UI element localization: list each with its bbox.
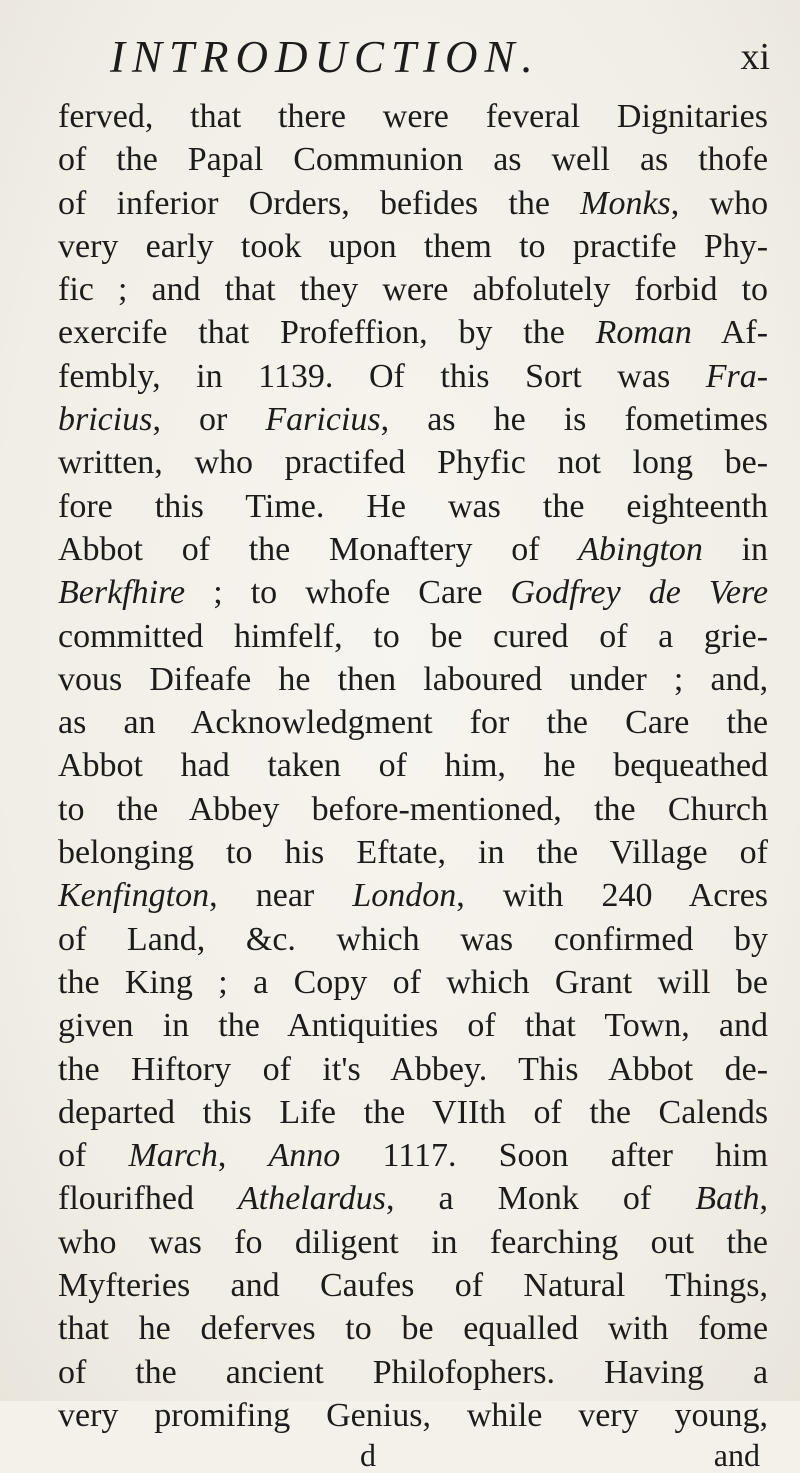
- text-line: of the Papal Communion as well as thofe: [58, 141, 768, 179]
- text-line: of inferior Orders, befides the Monks, who: [58, 184, 768, 222]
- body-text: [58, 95, 768, 1473]
- page-number: xi: [740, 36, 770, 78]
- text-line: bricius, or Faricius, as he is fometimes: [58, 401, 768, 439]
- text-line: of Land, &c. which was confirmed by: [58, 920, 768, 958]
- text-line: ferved, that there were feveral Dignitaries: [58, 98, 768, 135]
- page-header: [110, 22, 770, 92]
- text-line: Abbot of the Monaftery of Abington in: [58, 530, 768, 568]
- text-line: who was fo diligent in fearching out the: [58, 1223, 768, 1261]
- text-line: departed this Life the VIIth of the Calends: [58, 1093, 768, 1131]
- text-line: of March, Anno 1117. Soon after him: [58, 1137, 768, 1175]
- text-line: fic ; and that they were abfolutely forbid to: [58, 271, 768, 309]
- running-title: INTRODUCTION.: [110, 32, 540, 82]
- text-line: very early took upon them to practife Phy-: [58, 227, 768, 265]
- text-line: exercife that Profeffion, by the Roman Af-: [58, 314, 768, 352]
- text-line: the Hiftory of it's Abbey. This Abbot de-: [58, 1050, 768, 1088]
- text-line: the King ; a Copy of which Grant will be: [58, 963, 768, 1001]
- text-line: committed himfelf, to be cured of a grie-: [58, 617, 768, 655]
- signature-mark: d: [360, 1437, 376, 1473]
- text-line: vous Difeafe he then laboured under ; and,: [58, 660, 768, 698]
- text-line: Kenfington, near London, with 240 Acres: [58, 877, 768, 915]
- text-line: flourifhed Athelardus, a Monk of Bath,: [58, 1180, 768, 1218]
- text-line: belonging to his Eftate, in the Village of: [58, 834, 768, 872]
- text-line: fore this Time. He was the eighteenth: [58, 487, 768, 525]
- text-line: that he deferves to be equalled with fome: [58, 1310, 768, 1348]
- text-line: to the Abbey before-mentioned, the Church: [58, 790, 768, 828]
- text-line: very promifing Genius, while very young,: [58, 1396, 768, 1434]
- text-line: fembly, in 1139. Of this Sort was Fra-: [58, 357, 768, 395]
- text-line: Myfteries and Caufes of Natural Things,: [58, 1267, 768, 1305]
- text-line: Berkfhire ; to whofe Care Godfrey de Vere: [58, 574, 768, 612]
- text-line: as an Acknowledgment for the Care the: [58, 704, 768, 742]
- catchword: and: [713, 1437, 760, 1473]
- page-footer: [58, 1437, 768, 1473]
- text-line: of the ancient Philofophers. Having a: [58, 1353, 768, 1391]
- text-line: Abbot had taken of him, he bequeathed: [58, 747, 768, 785]
- text-line: written, who practifed Phyfic not long be-: [58, 444, 768, 482]
- text-line: given in the Antiquities of that Town, and: [58, 1007, 768, 1045]
